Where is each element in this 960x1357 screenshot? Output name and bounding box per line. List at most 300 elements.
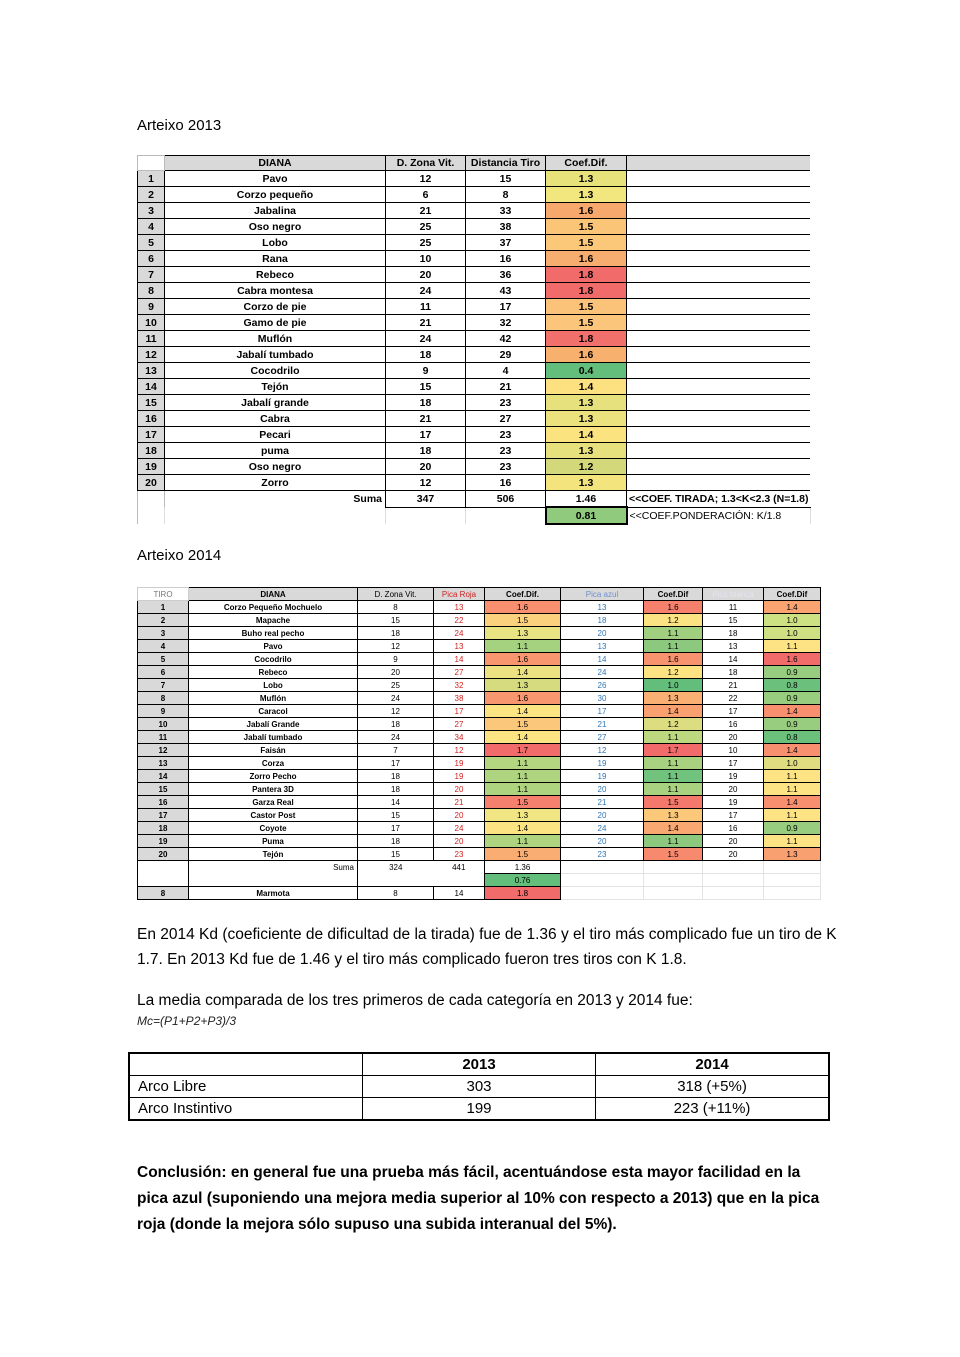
table-row: [138, 315, 811, 331]
header-coef-azul: Coef.Dif: [644, 588, 703, 601]
row-pica-azul: 20: [561, 783, 644, 796]
comparison-2013: 199: [363, 1098, 596, 1121]
comparison-2014: 318 (+5%): [596, 1076, 830, 1098]
section-title-2014: Arteixo 2014: [137, 547, 222, 564]
row-coef-azul: 1.5: [644, 796, 703, 809]
row-index: 17: [138, 809, 189, 822]
comparison-row: [129, 1098, 829, 1121]
row-pica-blanca: 13: [703, 640, 764, 653]
row-distancia: 15: [466, 171, 546, 187]
row-diana: Lobo: [165, 235, 386, 251]
row-index: 16: [138, 411, 165, 427]
row-index: 4: [138, 640, 189, 653]
row-zona: 17: [358, 757, 434, 770]
header-zona: D. Zona Vit.: [386, 156, 466, 171]
row-coef-azul: 1.3: [644, 809, 703, 822]
row-coef: 0.4: [546, 363, 627, 379]
comparison-2013: 303: [363, 1076, 596, 1098]
row-diana: Gamo de pie: [165, 315, 386, 331]
row-zona: 25: [358, 679, 434, 692]
row-index: 2: [138, 614, 189, 627]
row-zona: 24: [358, 692, 434, 705]
row-notes: [627, 347, 811, 363]
row-coef: 1.5: [546, 299, 627, 315]
row-coef-blanca: 1.0: [764, 627, 821, 640]
table-row: [138, 601, 821, 614]
row-diana: Tejón: [165, 379, 386, 395]
row-pica-azul: 30: [561, 692, 644, 705]
row-index: 2: [138, 187, 165, 203]
row-index: 5: [138, 653, 189, 666]
table-row: [138, 427, 811, 443]
row-coef-roja: 1.4: [485, 705, 561, 718]
table-row: [138, 783, 821, 796]
table-row: [138, 666, 821, 679]
row-distancia: 23: [466, 459, 546, 475]
row-coef-roja: 1.5: [485, 796, 561, 809]
row-zona: 8: [358, 601, 434, 614]
row-diana: Muflón: [165, 331, 386, 347]
table-row: [138, 640, 821, 653]
row-index: 14: [138, 379, 165, 395]
row-pica-blanca: 16: [703, 718, 764, 731]
table-row: [138, 299, 811, 315]
row-distancia: 38: [466, 219, 546, 235]
row-notes: [627, 235, 811, 251]
row-distancia: 43: [466, 283, 546, 299]
table-row: [138, 679, 821, 692]
row-notes: [627, 411, 811, 427]
row-notes: [627, 251, 811, 267]
row-pica-roja: 32: [434, 679, 485, 692]
table-row: [138, 251, 811, 267]
row-coef-roja: 1.4: [485, 822, 561, 835]
row-coef: 1.6: [546, 203, 627, 219]
row-pica-azul: 24: [561, 666, 644, 679]
row-notes: [627, 459, 811, 475]
row-pica-blanca: 18: [703, 666, 764, 679]
row-notes: [627, 379, 811, 395]
row-pica-blanca: 20: [703, 731, 764, 744]
row-coef: 1.2: [546, 459, 627, 475]
row-coef-blanca: 0.8: [764, 679, 821, 692]
row-coef: 1.4: [546, 379, 627, 395]
row-zona: 25: [386, 219, 466, 235]
row-coef: 1.8: [546, 267, 627, 283]
row-index: 13: [138, 757, 189, 770]
table-row: [138, 171, 811, 187]
row-pica-roja: 19: [434, 757, 485, 770]
row-coef-roja: 1.3: [485, 627, 561, 640]
row-zona: 17: [386, 427, 466, 443]
row-notes: [627, 187, 811, 203]
row-coef-blanca: 1.0: [764, 614, 821, 627]
row-index: 16: [138, 796, 189, 809]
table-row: [138, 267, 811, 283]
comparison-header-row: [129, 1053, 829, 1076]
table-row: [138, 796, 821, 809]
row-pica-blanca: 14: [703, 653, 764, 666]
row-coef-blanca: 0.9: [764, 692, 821, 705]
header-distancia: Distancia Tiro: [466, 156, 546, 171]
row-pica-blanca: 17: [703, 705, 764, 718]
row-diana: Castor Post: [189, 809, 358, 822]
table-row: [138, 331, 811, 347]
row-index: 3: [138, 627, 189, 640]
row-zona: 6: [386, 187, 466, 203]
row-coef-roja: 1.1: [485, 757, 561, 770]
row-distancia: 42: [466, 331, 546, 347]
table-row: [138, 283, 811, 299]
row-zona: 18: [358, 835, 434, 848]
row-zona: 9: [386, 363, 466, 379]
row-index: 9: [138, 705, 189, 718]
row-pica-roja: 24: [434, 822, 485, 835]
row-diana: Pavo: [189, 640, 358, 653]
coef-tirada: 1.46: [546, 491, 627, 508]
row-notes: [627, 427, 811, 443]
row-pica-azul: 20: [561, 809, 644, 822]
row-coef: 1.5: [546, 235, 627, 251]
table-row: [138, 614, 821, 627]
coef-tirada-note: <<COEF. TIRADA; 1.3<K<2.3 (N=1.8): [627, 491, 811, 508]
header-diana: DIANA: [189, 588, 358, 601]
row-pica-azul: 20: [561, 835, 644, 848]
row-diana: Jabalí Grande: [189, 718, 358, 731]
row-coef: 1.3: [546, 187, 627, 203]
row-pica-roja: 17: [434, 705, 485, 718]
row-diana: Caracol: [189, 705, 358, 718]
row-index: 4: [138, 219, 165, 235]
row-distancia: 29: [466, 347, 546, 363]
row-zona: 20: [358, 666, 434, 679]
ponderacion-row: [138, 874, 821, 887]
row-index: 1: [138, 601, 189, 614]
row-pica-blanca: 11: [703, 601, 764, 614]
row-diana: Corzo de pie: [165, 299, 386, 315]
row-distancia: 27: [466, 411, 546, 427]
row-coef-blanca: 1.1: [764, 770, 821, 783]
row-coef-blanca: 1.4: [764, 705, 821, 718]
row-notes: [627, 171, 811, 187]
row-index: 7: [138, 679, 189, 692]
row-distancia: 17: [466, 299, 546, 315]
header-index: [138, 156, 165, 171]
row-coef-roja: 1.3: [485, 809, 561, 822]
sum-label: Suma: [189, 861, 358, 874]
row-index: 11: [138, 331, 165, 347]
table-row: [138, 809, 821, 822]
row-diana: Muflón: [189, 692, 358, 705]
row-coef-azul: 1.2: [644, 718, 703, 731]
coef-ponderacion-note: <<COEF.PONDERACIÓN: K/1.8: [627, 507, 811, 524]
table-row: [138, 848, 821, 861]
table-row: [138, 235, 811, 251]
row-coef-azul: 1.4: [644, 822, 703, 835]
row-pica-roja: 24: [434, 627, 485, 640]
ponderacion-row: [138, 507, 811, 524]
row-pica-roja: 13: [434, 640, 485, 653]
row-coef: 1.6: [546, 251, 627, 267]
row-index: 8: [138, 283, 165, 299]
row-index: 10: [138, 315, 165, 331]
row-index: 5: [138, 235, 165, 251]
row-distancia: 16: [466, 251, 546, 267]
row-zona: 12: [386, 475, 466, 491]
row-coef-roja: 1.4: [485, 666, 561, 679]
row-diana: Corza: [189, 757, 358, 770]
row-notes: [627, 395, 811, 411]
row-coef: 1.3: [546, 171, 627, 187]
table-row: [138, 203, 811, 219]
table-2013: [137, 155, 811, 525]
row-pica-roja: 20: [434, 835, 485, 848]
row-diana: Zorro: [165, 475, 386, 491]
row-diana: Zorro Pecho: [189, 770, 358, 783]
row-pica-roja: 21: [434, 796, 485, 809]
row-pica-roja: 22: [434, 614, 485, 627]
comparison-label: Arco Instintivo: [129, 1098, 363, 1121]
comparison-2014: 223 (+11%): [596, 1098, 830, 1121]
row-diana: Rebeco: [189, 666, 358, 679]
row-pica-blanca: 16: [703, 822, 764, 835]
row-coef-roja: 1.1: [485, 770, 561, 783]
row-coef-roja: 1.1: [485, 783, 561, 796]
row-pica-roja: 27: [434, 718, 485, 731]
row-distancia: 32: [466, 315, 546, 331]
row-coef-roja: 1.6: [485, 692, 561, 705]
row-pica-blanca: 22: [703, 692, 764, 705]
row-coef-azul: 1.1: [644, 783, 703, 796]
table-header-row: [138, 588, 821, 601]
row-diana: Faisán: [189, 744, 358, 757]
row-pica-roja: 13: [434, 601, 485, 614]
row-index: 8: [138, 887, 189, 900]
row-index: 18: [138, 443, 165, 459]
row-notes: [627, 219, 811, 235]
row-coef-roja: 1.8: [485, 887, 561, 900]
table-row: [138, 475, 811, 491]
row-zona: 11: [386, 299, 466, 315]
row-coef-blanca: 0.9: [764, 822, 821, 835]
row-zona: 18: [386, 443, 466, 459]
row-index: 15: [138, 395, 165, 411]
table-row: [138, 347, 811, 363]
row-notes: [627, 267, 811, 283]
row-distancia: 36: [466, 267, 546, 283]
row-notes: [627, 475, 811, 491]
row-diana: Cabra: [165, 411, 386, 427]
comparison-header-blank: [129, 1053, 363, 1076]
row-zona: 18: [386, 347, 466, 363]
row-coef-azul: 1.4: [644, 705, 703, 718]
row-coef-blanca: 1.4: [764, 796, 821, 809]
row-diana: Marmota: [189, 887, 358, 900]
row-coef-roja: 1.4: [485, 731, 561, 744]
row-coef-azul: 1.7: [644, 744, 703, 757]
row-index: 19: [138, 835, 189, 848]
comparison-label: Arco Libre: [129, 1076, 363, 1098]
row-diana: Cocodrilo: [165, 363, 386, 379]
row-index: 10: [138, 718, 189, 731]
row-coef-roja: 1.1: [485, 835, 561, 848]
row-index: 8: [138, 692, 189, 705]
extra-row: [138, 887, 821, 900]
row-pica-roja: 12: [434, 744, 485, 757]
sum-zona: 324: [389, 862, 403, 872]
row-zona: 18: [358, 783, 434, 796]
row-coef-blanca: 1.4: [764, 601, 821, 614]
row-index: 18: [138, 822, 189, 835]
row-zona: 17: [358, 822, 434, 835]
row-coef-azul: 1.1: [644, 770, 703, 783]
row-notes: [627, 283, 811, 299]
row-zona: 8: [358, 887, 434, 900]
sum-row: [138, 861, 821, 874]
row-coef-roja: 1.1: [485, 640, 561, 653]
header-notes: [627, 156, 811, 171]
row-zona: 24: [386, 283, 466, 299]
row-coef: 1.3: [546, 443, 627, 459]
row-zona: 14: [358, 796, 434, 809]
row-distancia: 37: [466, 235, 546, 251]
row-pica-roja: 27: [434, 666, 485, 679]
header-tiro: TIRO: [138, 588, 189, 601]
row-pica-roja: 20: [434, 809, 485, 822]
formula: Mc=(P1+P2+P3)/3: [137, 1014, 237, 1028]
row-zona: 20: [386, 267, 466, 283]
row-coef: 1.3: [546, 395, 627, 411]
row-coef: 1.5: [546, 315, 627, 331]
header-coef: Coef.Dif.: [546, 156, 627, 171]
table-row: [138, 459, 811, 475]
row-pica-roja: 20: [434, 783, 485, 796]
row-coef-blanca: 1.1: [764, 809, 821, 822]
row-pica-roja: 19: [434, 770, 485, 783]
row-zona: 20: [386, 459, 466, 475]
row-pica-roja: 23: [434, 848, 485, 861]
row-diana: Puma: [189, 835, 358, 848]
row-zona: 15: [358, 614, 434, 627]
row-diana: Jabalina: [165, 203, 386, 219]
row-coef-azul: 1.0: [644, 679, 703, 692]
header-pica-blanca: Pica blanca: [703, 588, 764, 601]
row-index: 6: [138, 251, 165, 267]
row-index: 13: [138, 363, 165, 379]
row-pica-blanca: 20: [703, 835, 764, 848]
header-coef-blanca: Coef.Dif: [764, 588, 821, 601]
coef-ponderacion: 0.76: [485, 874, 561, 887]
row-diana: Cabra montesa: [165, 283, 386, 299]
row-coef-blanca: 1.0: [764, 757, 821, 770]
row-coef-blanca: 1.6: [764, 653, 821, 666]
row-coef-azul: 1.6: [644, 653, 703, 666]
table-row: [138, 770, 821, 783]
header-diana: DIANA: [165, 156, 386, 171]
table-row: [138, 692, 821, 705]
row-coef-azul: 1.2: [644, 666, 703, 679]
row-distancia: 8: [466, 187, 546, 203]
row-pica-azul: 13: [561, 640, 644, 653]
row-index: 9: [138, 299, 165, 315]
row-index: 6: [138, 666, 189, 679]
row-zona: 21: [386, 315, 466, 331]
row-zona: 21: [386, 203, 466, 219]
row-zona: 15: [358, 809, 434, 822]
row-zona: 12: [386, 171, 466, 187]
header-pica-roja: Pica Roja: [434, 588, 485, 601]
row-zona: 18: [358, 627, 434, 640]
row-diana: Tejón: [189, 848, 358, 861]
row-diana: Corzo pequeño: [165, 187, 386, 203]
row-index: 14: [138, 770, 189, 783]
row-distancia: 21: [466, 379, 546, 395]
row-coef: 1.5: [546, 219, 627, 235]
row-pica-blanca: 15: [703, 614, 764, 627]
row-coef-azul: 1.1: [644, 757, 703, 770]
row-distancia: 16: [466, 475, 546, 491]
row-zona: 9: [358, 653, 434, 666]
row-zona: 10: [386, 251, 466, 267]
comparison-table: [128, 1052, 830, 1121]
row-diana: Corzo Pequeño Mochuelo: [189, 601, 358, 614]
table-row: [138, 411, 811, 427]
paragraph-kd: En 2014 Kd (coeficiente de dificultad de la tirada) fue de 1.36 y el tiro más complicado fue un tiro de K 1.7. En 2013 Kd fue de 1.46 y el tiro más complicado fueron tres tiros con K 1.8.: [137, 926, 837, 968]
row-pica-azul: 23: [561, 848, 644, 861]
row-coef-azul: 1.3: [644, 692, 703, 705]
row-coef-roja: 1.3: [485, 679, 561, 692]
row-index: 11: [138, 731, 189, 744]
row-roja: 14: [434, 887, 485, 900]
row-coef-blanca: 1.1: [764, 640, 821, 653]
row-distancia: 4: [466, 363, 546, 379]
row-coef-blanca: 1.4: [764, 744, 821, 757]
row-pica-roja: 14: [434, 653, 485, 666]
row-coef-roja: 1.6: [485, 653, 561, 666]
row-pica-azul: 19: [561, 770, 644, 783]
row-coef-roja: 1.5: [485, 614, 561, 627]
row-pica-azul: 26: [561, 679, 644, 692]
table-row: [138, 363, 811, 379]
row-zona: 18: [358, 770, 434, 783]
table-row: [138, 653, 821, 666]
row-pica-blanca: 20: [703, 783, 764, 796]
table-row: [138, 705, 821, 718]
row-distancia: 23: [466, 443, 546, 459]
row-pica-blanca: 17: [703, 757, 764, 770]
row-pica-blanca: 10: [703, 744, 764, 757]
table-row: [138, 219, 811, 235]
row-index: 12: [138, 744, 189, 757]
row-zona: 18: [358, 718, 434, 731]
row-coef-azul: 1.1: [644, 835, 703, 848]
row-diana: Rebeco: [165, 267, 386, 283]
row-diana: Jabalí tumbado: [189, 731, 358, 744]
row-index: 7: [138, 267, 165, 283]
row-distancia: 33: [466, 203, 546, 219]
row-coef: 1.4: [546, 427, 627, 443]
row-coef-roja: 1.7: [485, 744, 561, 757]
row-diana: Jabalí grande: [165, 395, 386, 411]
row-diana: Rana: [165, 251, 386, 267]
row-diana: Garza Real: [189, 796, 358, 809]
table-row: [138, 627, 821, 640]
row-coef-azul: 1.1: [644, 731, 703, 744]
table-row: [138, 379, 811, 395]
row-coef: 1.8: [546, 283, 627, 299]
coef-tirada: 1.36: [485, 861, 561, 874]
table-row: [138, 187, 811, 203]
